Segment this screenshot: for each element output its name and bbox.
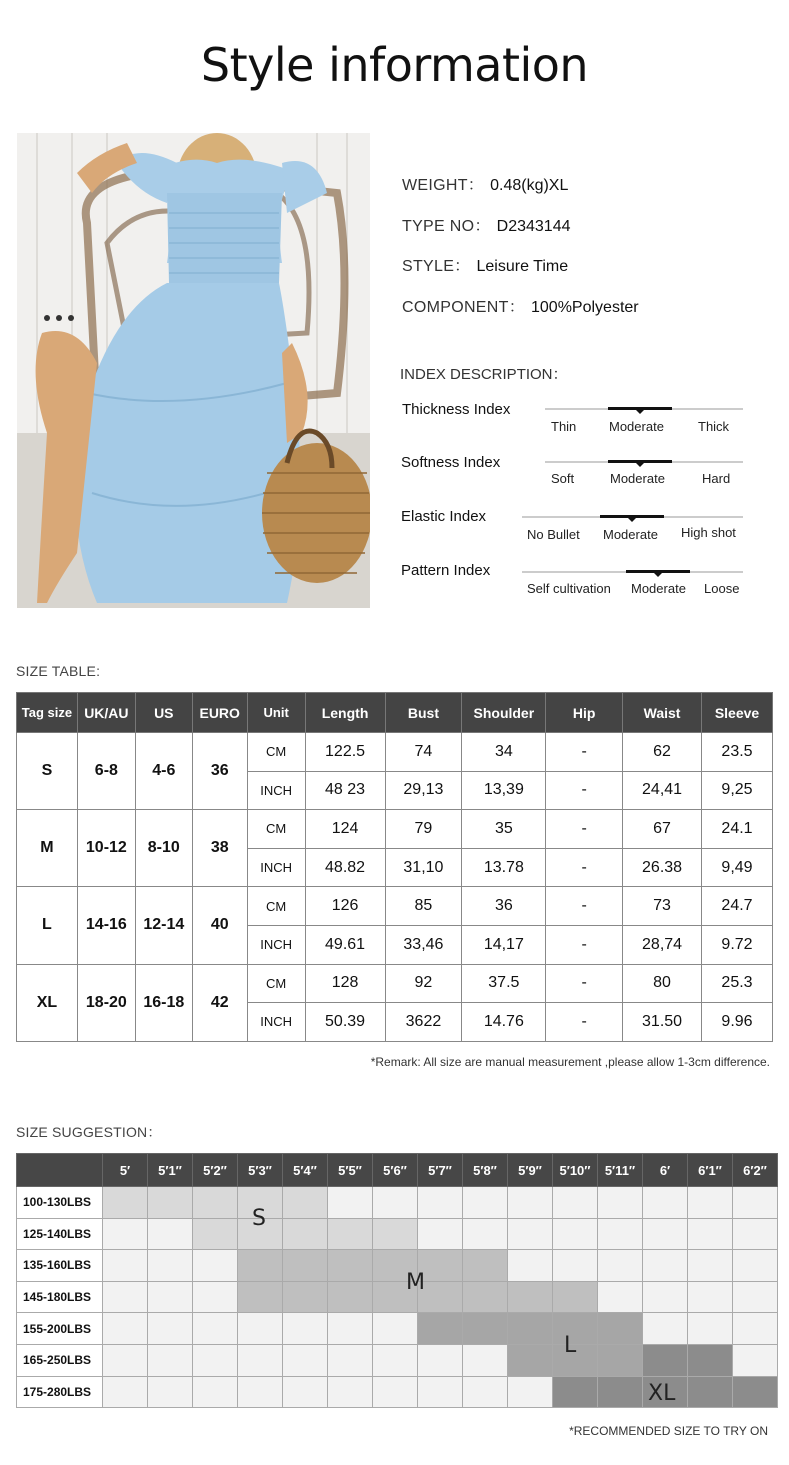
pattern-index-label: Pattern Index — [401, 562, 491, 579]
table-cell: 9.96 — [702, 1003, 773, 1042]
table-cell: 12-14 — [135, 887, 192, 964]
table-cell: 14.76 — [462, 1003, 546, 1042]
size-suggestion-label: SIZE SUGGESTION： — [16, 1124, 162, 1140]
table-cell: 35 — [462, 810, 546, 849]
table-cell: 48 23 — [305, 771, 385, 810]
table-cell: 24.7 — [702, 887, 773, 926]
table-cell: L — [17, 887, 78, 964]
table-cell: - — [546, 733, 623, 772]
thickness-opt-thick: Thick — [698, 419, 730, 434]
table-cell: 24,41 — [623, 771, 702, 810]
style-value: Leisure Time — [476, 258, 569, 275]
table-cell: 3622 — [385, 1003, 462, 1042]
table-cell: 34 — [462, 733, 546, 772]
table-cell: 67 — [623, 810, 702, 849]
grid-cell — [193, 1187, 238, 1219]
table-cell: 23.5 — [702, 733, 773, 772]
grid-cell — [598, 1250, 643, 1282]
pattern-pointer — [654, 573, 662, 577]
size-s-label: S — [252, 1206, 266, 1231]
grid-cell — [193, 1281, 238, 1313]
table-cell: CM — [247, 733, 305, 772]
grid-cell — [688, 1376, 733, 1408]
grid-cell — [103, 1187, 148, 1219]
grid-cell — [598, 1281, 643, 1313]
grid-cell — [463, 1376, 508, 1408]
grid-cell — [418, 1187, 463, 1219]
table-cell: 36 — [462, 887, 546, 926]
size-table — [16, 692, 773, 1042]
grid-cell — [283, 1344, 328, 1376]
grid-cell — [283, 1376, 328, 1408]
grid-cell — [148, 1281, 193, 1313]
weight-row — [402, 172, 568, 195]
grid-cell — [328, 1281, 373, 1313]
table-cell: 13.78 — [462, 848, 546, 887]
height-header: 6′ — [643, 1154, 688, 1187]
grid-cell — [283, 1218, 328, 1250]
grid-cell — [508, 1187, 553, 1219]
table-cell: INCH — [247, 848, 305, 887]
grid-cell — [733, 1313, 778, 1345]
height-header: 5′8″ — [463, 1154, 508, 1187]
grid-cell — [508, 1376, 553, 1408]
table-cell: 73 — [623, 887, 702, 926]
recommended-footnote: *RECOMMENDED SIZE TO TRY ON — [569, 1424, 768, 1438]
table-cell: 79 — [385, 810, 462, 849]
table-cell: 10-12 — [77, 810, 135, 887]
table-cell: 48.82 — [305, 848, 385, 887]
header-cell: US — [135, 693, 192, 733]
grid-cell — [553, 1376, 598, 1408]
size-row-cm — [17, 964, 773, 1003]
grid-cell — [373, 1187, 418, 1219]
table-cell: - — [546, 771, 623, 810]
grid-cell — [463, 1344, 508, 1376]
table-cell: 9.72 — [702, 925, 773, 964]
table-cell: 31,10 — [385, 848, 462, 887]
height-header: 5′5″ — [328, 1154, 373, 1187]
table-cell: 25.3 — [702, 964, 773, 1003]
table-cell: CM — [247, 887, 305, 926]
table-cell: 92 — [385, 964, 462, 1003]
grid-cell — [193, 1250, 238, 1282]
type-key: TYPE NO： — [402, 218, 491, 235]
grid-cell — [688, 1313, 733, 1345]
size-suggestion-grid — [16, 1153, 778, 1408]
grid-cell — [598, 1313, 643, 1345]
table-cell: 122.5 — [305, 733, 385, 772]
grid-cell — [328, 1376, 373, 1408]
grid-cell — [103, 1281, 148, 1313]
grid-cell — [508, 1250, 553, 1282]
table-cell: - — [546, 925, 623, 964]
type-value: D2343144 — [496, 218, 571, 235]
grid-cell — [643, 1313, 688, 1345]
elastic-pointer — [628, 518, 636, 522]
table-cell: 42 — [192, 964, 247, 1041]
elastic-opt-moderate: Moderate — [603, 527, 658, 542]
grid-cell — [418, 1376, 463, 1408]
table-cell: 36 — [192, 733, 247, 810]
table-cell: - — [546, 964, 623, 1003]
grid-cell — [193, 1344, 238, 1376]
product-photo — [17, 133, 370, 608]
softness-opt-moderate: Moderate — [610, 471, 665, 486]
size-xl-label: XL — [648, 1381, 676, 1406]
table-cell: - — [546, 810, 623, 849]
grid-cell — [193, 1313, 238, 1345]
table-cell: 38 — [192, 810, 247, 887]
size-row-cm — [17, 733, 773, 772]
table-cell: 6-8 — [77, 733, 135, 810]
height-header: 5′7″ — [418, 1154, 463, 1187]
pattern-opt-moderate: Moderate — [631, 581, 686, 596]
grid-cell — [328, 1313, 373, 1345]
weight-label: 145-180LBS — [17, 1281, 103, 1313]
table-cell: 62 — [623, 733, 702, 772]
table-cell: 50.39 — [305, 1003, 385, 1042]
height-header: 5′10″ — [553, 1154, 598, 1187]
grid-cell — [733, 1281, 778, 1313]
table-cell: 9,25 — [702, 771, 773, 810]
grid-cell — [148, 1218, 193, 1250]
table-cell: 26.38 — [623, 848, 702, 887]
grid-cell — [463, 1187, 508, 1219]
height-header: 5′11″ — [598, 1154, 643, 1187]
header-cell: Hip — [546, 693, 623, 733]
grid-cell — [463, 1250, 508, 1282]
size-remark: *Remark: All size are manual measurement ,please allow 1-3cm difference. — [370, 1055, 770, 1069]
grid-cell — [148, 1250, 193, 1282]
header-cell: UK/AU — [77, 693, 135, 733]
weight-label: 135-160LBS — [17, 1250, 103, 1282]
grid-cell — [688, 1250, 733, 1282]
header-cell: Tag size — [17, 693, 78, 733]
component-key: COMPONENT： — [402, 299, 525, 316]
grid-cell — [733, 1376, 778, 1408]
weight-row — [17, 1281, 778, 1313]
weight-label: 125-140LBS — [17, 1218, 103, 1250]
grid-cell — [643, 1281, 688, 1313]
table-cell: 128 — [305, 964, 385, 1003]
grid-cell — [238, 1313, 283, 1345]
page-title: Style information — [200, 38, 589, 92]
grid-cell — [103, 1344, 148, 1376]
weight-key: WEIGHT： — [402, 177, 485, 194]
softness-opt-hard: Hard — [702, 471, 731, 486]
table-cell: 85 — [385, 887, 462, 926]
elastic-opt-high-shot: High shot — [681, 525, 736, 540]
height-header: 5′2″ — [193, 1154, 238, 1187]
grid-cell — [508, 1344, 553, 1376]
table-cell: - — [546, 848, 623, 887]
grid-cell — [733, 1218, 778, 1250]
grid-cell — [733, 1250, 778, 1282]
table-cell: 14-16 — [77, 887, 135, 964]
grid-cell — [553, 1250, 598, 1282]
pattern-opt-self-cultivation: Self cultivation — [527, 581, 611, 596]
grid-cell — [553, 1187, 598, 1219]
height-header-row — [17, 1154, 778, 1187]
table-cell: 4-6 — [135, 733, 192, 810]
grid-cell — [508, 1281, 553, 1313]
grid-cell — [418, 1344, 463, 1376]
weight-label: 165-250LBS — [17, 1344, 103, 1376]
table-cell: 37.5 — [462, 964, 546, 1003]
table-cell: 8-10 — [135, 810, 192, 887]
grid-cell — [418, 1313, 463, 1345]
grid-cell — [148, 1187, 193, 1219]
grid-cell — [598, 1218, 643, 1250]
grid-cell — [238, 1376, 283, 1408]
size-l-label: L — [564, 1333, 577, 1358]
height-header: 6′1″ — [688, 1154, 733, 1187]
grid-cell — [463, 1313, 508, 1345]
softness-index-label: Softness Index — [401, 454, 501, 471]
elastic-opt-no-bullet: No Bullet — [527, 527, 580, 542]
pattern-opt-loose: Loose — [704, 581, 740, 596]
weight-row — [17, 1187, 778, 1219]
weight-row — [17, 1250, 778, 1282]
table-cell: 13,39 — [462, 771, 546, 810]
table-cell: INCH — [247, 925, 305, 964]
grid-cell — [283, 1313, 328, 1345]
softness-pointer — [636, 463, 644, 467]
weight-row — [17, 1313, 778, 1345]
table-cell: 80 — [623, 964, 702, 1003]
size-row-cm — [17, 887, 773, 926]
table-cell: 16-18 — [135, 964, 192, 1041]
grid-cell — [733, 1187, 778, 1219]
corner-cell — [17, 1154, 103, 1187]
table-cell: 126 — [305, 887, 385, 926]
weight-label: 100-130LBS — [17, 1187, 103, 1219]
table-cell: 33,46 — [385, 925, 462, 964]
grid-cell — [643, 1250, 688, 1282]
grid-cell — [238, 1250, 283, 1282]
header-cell: Waist — [623, 693, 702, 733]
grid-cell — [238, 1281, 283, 1313]
table-cell: 9,49 — [702, 848, 773, 887]
grid-cell — [328, 1218, 373, 1250]
weight-label: 175-280LBS — [17, 1376, 103, 1408]
grid-cell — [103, 1250, 148, 1282]
grid-cell — [373, 1313, 418, 1345]
grid-cell — [103, 1376, 148, 1408]
table-cell: CM — [247, 964, 305, 1003]
grid-cell — [598, 1376, 643, 1408]
grid-cell — [148, 1344, 193, 1376]
height-header: 6′2″ — [733, 1154, 778, 1187]
table-cell: 14,17 — [462, 925, 546, 964]
table-cell: 74 — [385, 733, 462, 772]
index-description-title: INDEX DESCRIPTION： — [400, 366, 568, 383]
style-key: STYLE： — [402, 258, 471, 275]
table-cell: 49.61 — [305, 925, 385, 964]
size-table-label: SIZE TABLE: — [16, 663, 101, 679]
table-cell: INCH — [247, 771, 305, 810]
grid-cell — [688, 1281, 733, 1313]
grid-cell — [643, 1218, 688, 1250]
table-cell: CM — [247, 810, 305, 849]
grid-cell — [373, 1376, 418, 1408]
weight-value: 0.48(kg)XL — [490, 177, 569, 194]
grid-cell — [508, 1218, 553, 1250]
height-header: 5′ — [103, 1154, 148, 1187]
elastic-index-label: Elastic Index — [401, 508, 487, 525]
grid-cell — [148, 1313, 193, 1345]
grid-cell — [328, 1250, 373, 1282]
table-cell: M — [17, 810, 78, 887]
table-cell: - — [546, 887, 623, 926]
table-cell: 31.50 — [623, 1003, 702, 1042]
header-cell: Bust — [385, 693, 462, 733]
height-header: 5′4″ — [283, 1154, 328, 1187]
grid-cell — [283, 1281, 328, 1313]
type-row — [402, 213, 570, 236]
grid-cell — [643, 1344, 688, 1376]
weight-row — [17, 1218, 778, 1250]
grid-cell — [688, 1218, 733, 1250]
grid-cell — [553, 1218, 598, 1250]
grid-cell — [733, 1344, 778, 1376]
grid-cell — [688, 1187, 733, 1219]
table-cell: 28,74 — [623, 925, 702, 964]
table-cell: 18-20 — [77, 964, 135, 1041]
height-header: 5′9″ — [508, 1154, 553, 1187]
height-header: 5′1″ — [148, 1154, 193, 1187]
header-cell: Shoulder — [462, 693, 546, 733]
grid-cell — [598, 1187, 643, 1219]
size-table-header — [17, 693, 773, 733]
grid-cell — [373, 1218, 418, 1250]
grid-cell — [238, 1344, 283, 1376]
style-row — [402, 253, 568, 276]
grid-cell — [553, 1281, 598, 1313]
height-header: 5′3″ — [238, 1154, 283, 1187]
size-row-cm — [17, 810, 773, 849]
header-cell: Length — [305, 693, 385, 733]
grid-cell — [193, 1218, 238, 1250]
thickness-opt-thin: Thin — [551, 419, 577, 434]
grid-cell — [283, 1187, 328, 1219]
grid-cell — [508, 1313, 553, 1345]
height-header: 5′6″ — [373, 1154, 418, 1187]
size-m-label: M — [406, 1270, 425, 1295]
grid-cell — [103, 1218, 148, 1250]
thickness-index-label: Thickness Index — [402, 401, 511, 418]
header-cell: Unit — [247, 693, 305, 733]
weight-row — [17, 1344, 778, 1376]
grid-cell — [688, 1344, 733, 1376]
component-value: 100%Polyester — [531, 299, 639, 316]
grid-cell — [328, 1344, 373, 1376]
softness-opt-soft: Soft — [551, 471, 575, 486]
component-row — [402, 294, 639, 317]
weight-label: 155-200LBS — [17, 1313, 103, 1345]
table-cell: 124 — [305, 810, 385, 849]
thickness-pointer — [636, 410, 644, 414]
table-cell: INCH — [247, 1003, 305, 1042]
header-cell: EURO — [192, 693, 247, 733]
grid-cell — [103, 1313, 148, 1345]
table-cell: S — [17, 733, 78, 810]
grid-cell — [283, 1250, 328, 1282]
grid-cell — [373, 1344, 418, 1376]
grid-cell — [463, 1218, 508, 1250]
thickness-opt-moderate: Moderate — [609, 419, 664, 434]
grid-cell — [148, 1376, 193, 1408]
table-cell: 40 — [192, 887, 247, 964]
grid-cell — [328, 1187, 373, 1219]
table-cell: 24.1 — [702, 810, 773, 849]
table-cell: XL — [17, 964, 78, 1041]
table-cell: - — [546, 1003, 623, 1042]
dress-model-image — [17, 133, 370, 608]
grid-cell — [598, 1344, 643, 1376]
grid-cell — [463, 1281, 508, 1313]
table-cell: 29,13 — [385, 771, 462, 810]
grid-cell — [643, 1187, 688, 1219]
grid-cell — [418, 1218, 463, 1250]
header-cell: Sleeve — [702, 693, 773, 733]
grid-cell — [193, 1376, 238, 1408]
